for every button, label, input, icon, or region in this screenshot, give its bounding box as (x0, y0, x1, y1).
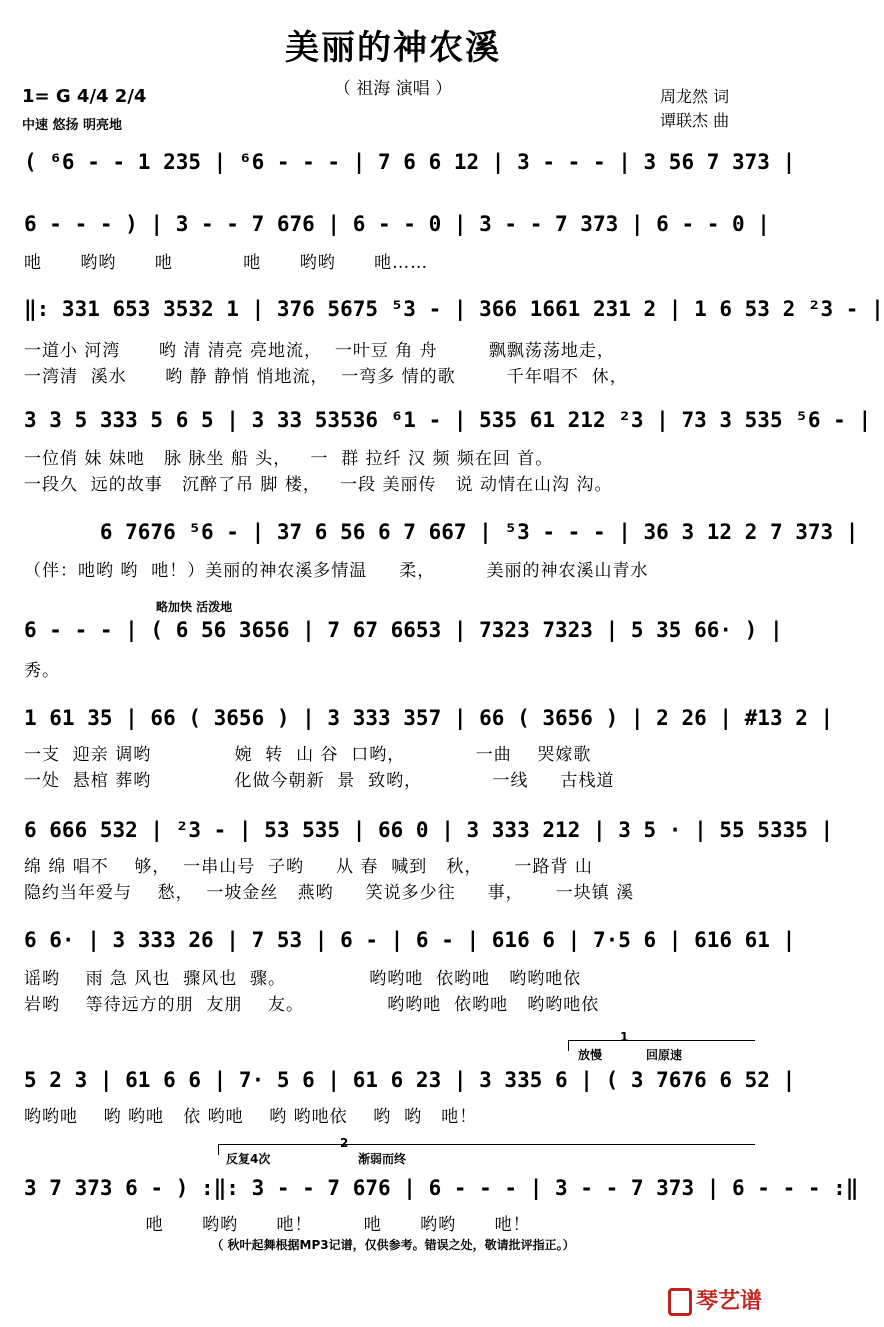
notation-line-10: 5 2 3 | 61 6 6 | 7· 5 6 | 61 6 23 | 3 335 6 | ( 3 7676 6 52 | (24, 1068, 796, 1092)
notation-line-11: 3 7 373 6 - ) :‖: 3 - - 7 676 | 6 - - - | 3 - - 7 373 | 6 - - - :‖ (24, 1176, 859, 1200)
lyric-line-6a: 秀。 (24, 661, 60, 681)
ending-bracket-2 (218, 1144, 755, 1155)
singer-subtitle: （ 祖海 演唱 ） (333, 79, 453, 99)
slow-down-mark: 放慢 (578, 1048, 603, 1062)
tempo-faster-mark: 略加快 活泼地 (156, 600, 233, 614)
lyric-line-9a: 谣哟 雨 急 风也 骤风也 骤。 哟哟吔 依哟吔 哟哟吔依 (24, 969, 582, 989)
lyric-line-2a: 吔 哟哟 吔 吔 哟哟 吔…… (24, 253, 429, 273)
notation-line-4: 3 3 5 333 5 6 5 | 3 33 53536 ⁶1 - | 535 61 212 ²3 | 73 3 535 ⁵6 - | (24, 408, 872, 432)
notation-line-8: 6 666 532 | ²3 - | 53 535 | 66 0 | 3 333 212 | 3 5 · | 55 5335 | (24, 818, 834, 842)
notation-line-3: ‖: 331 653 3532 1 | 376 5675 ⁵3 - | 366 1661 231 2 | 1 6 53 2 ²3 - | (24, 297, 884, 321)
composer-credit: 谭联杰 曲 (660, 111, 730, 130)
lyric-line-7a: 一支 迎亲 调哟 婉 转 山 谷 口哟， 一曲 哭嫁歌 (24, 745, 592, 765)
lyric-line-8a: 绵 绵 唱不 够， 一串山号 子哟 从 春 喊到 秋， 一路背 山 (24, 857, 593, 877)
lyric-line-9b: 岩哟 等待远方的朋 友朋 友。 哟哟吔 依哟吔 哟哟吔依 (24, 995, 600, 1015)
repeat-count-mark: 反复4次 (226, 1152, 271, 1166)
resume-tempo-mark: 回原速 (646, 1048, 683, 1062)
song-title: 美丽的神农溪 (285, 28, 501, 68)
lyric-line-3b: 一湾清 溪水 哟 静 静悄 悄地流， 一弯多 情的歌 千年唱不 休， (24, 367, 628, 387)
site-logo (668, 1284, 762, 1316)
logo-icon (668, 1288, 692, 1316)
tempo-marking: 中速 悠扬 明亮地 (22, 118, 123, 133)
fade-out-mark: 渐弱而终 (358, 1152, 407, 1166)
notation-line-7: 1 61 35 | 66 ( 3656 ) | 3 333 357 | 66 ( 3656 ) | 2 26 | #13 2 | (24, 706, 834, 730)
ending-2-number: 2 (340, 1136, 349, 1150)
lyric-line-3a: 一道小 河湾 哟 清 清亮 亮地流， 一叶豆 角 舟 飘飘荡荡地走， (24, 341, 615, 361)
lyric-line-8b: 隐约当年爱与 愁， 一坡金丝 燕哟 笑说多少往 事， 一块镇 溪 (24, 883, 635, 903)
notation-line-2: 6 - - - ) | 3 - - 7 676 | 6 - - 0 | 3 - - 7 373 | 6 - - 0 | (24, 212, 770, 236)
key-signature: 1= G 4/4 2/4 (22, 86, 147, 107)
lyric-line-10a: 哟哟吔 哟 哟吔 依 哟吔 哟 哟吔依 哟 哟 吔！ (24, 1107, 478, 1127)
transcriber-note: （ 秋叶起舞根据MP3记谱，仅供参考。错误之处，敬请批评指正。） (211, 1238, 575, 1252)
lyricist-credit: 周龙然 词 (660, 87, 730, 106)
notation-line-6: 6 - - - | ( 6 56 3656 | 7 67 6653 | 7323 7323 | 5 35 66· ) | (24, 618, 783, 642)
lyric-line-5a: （伴：吔哟 哟 吔！）美丽的神农溪多情温 柔， 美丽的神农溪山青水 (24, 561, 649, 581)
ending-1-number: 1 (620, 1030, 629, 1044)
lyric-line-4a: 一位俏 妹 妹吔 脉 脉坐 船 头， 一 群 拉纤 汉 频 频在回 首。 (24, 449, 554, 469)
notation-line-9: 6 6· | 3 333 26 | 7 53 | 6 - | 6 - | 616 6 | 7·5 6 | 616 61 | (24, 928, 796, 952)
notation-line-5: 6 7676 ⁵6 - | 37 6 56 6 7 667 | ⁵3 - - - | 36 3 12 2 7 373 | (24, 520, 859, 544)
lyric-line-4b: 一段久 远的故事 沉醉了吊 脚 楼， 一段 美丽传 说 动情在山沟 沟。 (24, 475, 613, 495)
lyric-line-11a: 吔 哟哟 吔！ 吔 哟哟 吔！ (24, 1215, 531, 1235)
logo-text: 琴艺谱 (696, 1289, 763, 1314)
notation-line-1: ( ⁶6 - - 1 235 | ⁶6 - - - | 7 6 6 12 | 3 - - - | 3 56 7 373 | (24, 150, 796, 174)
lyric-line-7b: 一处 悬棺 葬哟 化做今朝新 景 致哟， 一线 古栈道 (24, 771, 615, 791)
